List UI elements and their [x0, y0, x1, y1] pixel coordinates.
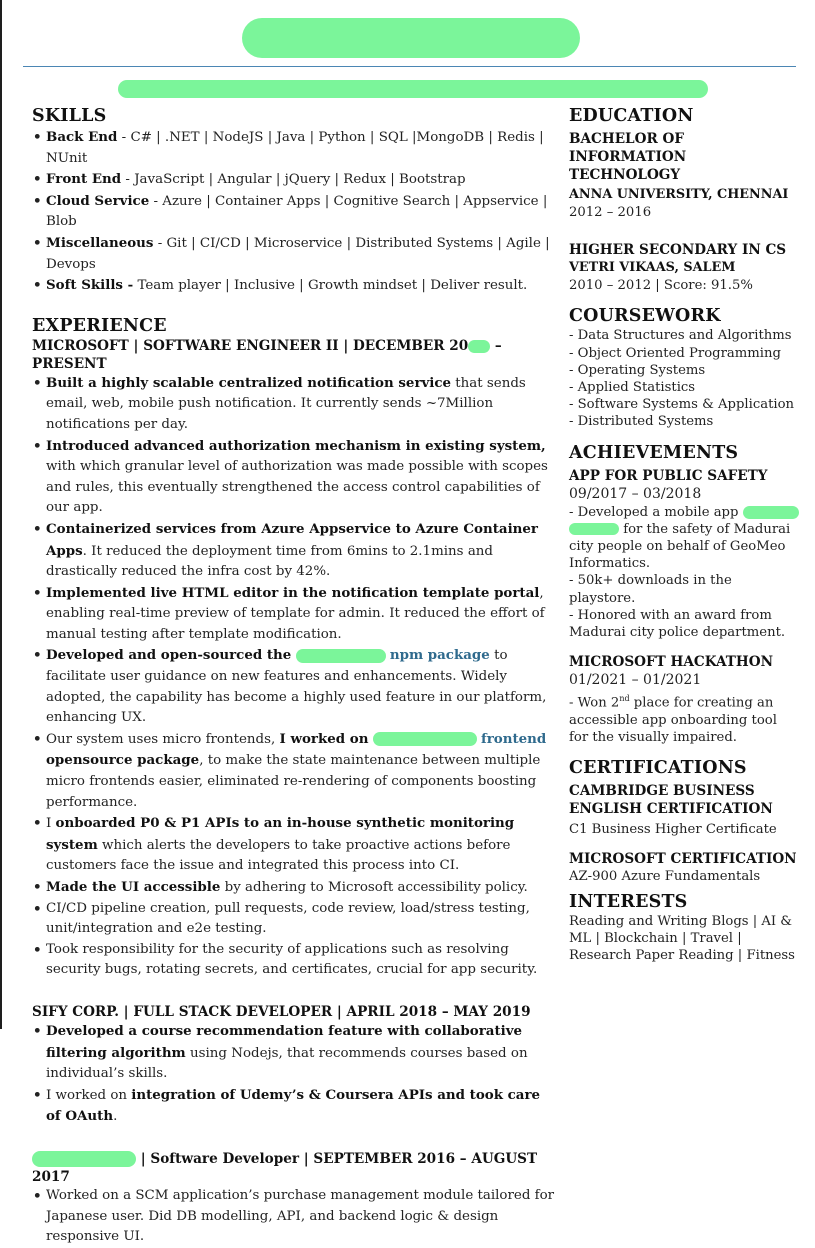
- microsoft-bullets: [32, 373, 559, 981]
- achievement-title: MICROSOFT HACKATHON: [569, 654, 774, 671]
- course-item: - Applied Statistics: [569, 380, 696, 396]
- job-title-sify: SIFY CORP. | FULL STACK DEVELOPER | APRIL 2018 – MAY 2019: [32, 1003, 531, 1020]
- skills-heading: SKILLS: [32, 106, 107, 126]
- certification-detail: C1 Business Higher Certificate: [569, 822, 777, 838]
- bullet: • Containerized services from Azure Appservice to Azure Container Apps. It reduced the deployment time from 6mins to 2.1mins and drastically reduced the infra cost by 42%.: [32, 519, 559, 583]
- frontend-link[interactable]: frontend: [480, 730, 547, 747]
- skill-item: • Back End - C# | .NET | NodeJS | Java | Python | SQL |MongoDB | Redis | NUnit: [32, 127, 559, 169]
- bullet: • Worked on a SCM application’s purchase management module tailored for Japanese user. Did DB modelling, API, and backend logic & design responsive UI.: [32, 1186, 559, 1248]
- course-item: - Data Structures and Algorithms: [569, 328, 792, 344]
- contact-redaction: [118, 80, 708, 98]
- course-item: - Software Systems & Application: [569, 397, 795, 413]
- left-column: [32, 106, 559, 1248]
- bullet: • Introduced advanced authorization mechanism in existing system, with which granular level of authorization was made possible with scopes and rules, this eventually strengthened the access control capabilities of our app.: [32, 436, 559, 519]
- bullet: • CI/CD pipeline creation, pull requests, code review, load/stress testing, unit/integration and e2e testing.: [32, 899, 559, 940]
- education-heading: EDUCATION: [569, 106, 694, 126]
- bullet: • I onboarded P0 & P1 APIs to an in-house synthetic monitoring system which alerts the developers to take proactive actions before customers face the issue and integrated this process into CI.: [32, 813, 559, 877]
- course-item: - Object Oriented Programming: [569, 345, 781, 361]
- certifications-heading: CERTIFICATIONS: [569, 758, 747, 779]
- course-item: - Distributed Systems: [569, 414, 714, 430]
- bullet: • Developed a course recommendation feature with collaborative filtering algorithm using Nodejs, that recommends courses based on individual’s skills.: [32, 1021, 559, 1085]
- achievement-title: APP FOR PUBLIC SAFETY: [569, 467, 768, 484]
- education-years: 2010 – 2012 | Score: 91.5%: [569, 278, 753, 294]
- achievement-detail: - Won 2nd place for creating an accessible app onboarding tool for the visually impaired.: [569, 694, 777, 746]
- course-item: - Operating Systems: [569, 362, 706, 378]
- coursework-heading: COURSEWORK: [569, 306, 721, 327]
- job-title-third: | Software Developer | SEPTEMBER 2016 – AUGUST 2017: [32, 1150, 538, 1185]
- job-title-microsoft: MICROSOFT | SOFTWARE ENGINEER II | DECEMBER 20 – PRESENT: [32, 337, 502, 372]
- skill-item: • Cloud Service - Azure | Container Apps | Cognitive Search | Appservice | Blob: [32, 191, 559, 233]
- degree-title: HIGHER SECONDARY IN CS: [569, 242, 787, 259]
- bullet: • Our system uses micro frontends, I worked on frontend opensource package, to make the state maintenance between multiple micro frontends easier, eliminated re-rendering of components boosting performance.: [32, 729, 559, 813]
- achievement-dates: 01/2021 – 01/2021: [569, 672, 702, 689]
- achievement-detail: - 50k+ downloads in the playstore.: [569, 573, 732, 606]
- skill-item: • Front End - JavaScript | Angular | jQuery | Redux | Bootstrap: [32, 169, 559, 191]
- interests-heading: INTERESTS: [569, 891, 688, 912]
- bullet: • I worked on integration of Udemy’s & Coursera APIs and took care of OAuth.: [32, 1085, 559, 1128]
- achievements-heading: ACHIEVEMENTS: [569, 442, 739, 463]
- school-name: VETRI VIKAAS, SALEM: [569, 260, 736, 276]
- achievement-dates: 09/2017 – 03/2018: [569, 485, 702, 502]
- certification-detail: AZ-900 Azure Fundamentals: [569, 869, 761, 885]
- interests-text: Reading and Writing Blogs | AI & ML | Blockchain | Travel | Research Paper Reading | Fitness: [569, 913, 795, 964]
- bullet: • Developed and open-sourced the npm package to facilitate user guidance on new features and enhancements. Widely adopted, the capability has become a highly used feature in our platform, enhancing UX.: [32, 645, 559, 728]
- skill-item: • Soft Skills - Team player | Inclusive | Growth mindset | Deliver result.: [32, 275, 559, 297]
- skills-list: [32, 127, 559, 297]
- name-redaction: [242, 18, 580, 58]
- npm-package-link[interactable]: npm package: [389, 647, 490, 664]
- sify-bullets: [32, 1021, 559, 1128]
- header-rule: [23, 66, 796, 67]
- certification-title: CAMBRIDGE BUSINESS ENGLISH CERTIFICATION: [569, 783, 773, 818]
- experience-heading: EXPERIENCE: [32, 315, 167, 336]
- achievement-detail: for the safety of Madurai city people on behalf of GeoMeo Informatics.: [569, 521, 791, 572]
- education-years: 2012 – 2016: [569, 205, 652, 220]
- degree-title: BACHELOR OF INFORMATION TECHNOLOGY: [569, 131, 687, 183]
- bullet: • Took responsibility for the security of applications such as resolving security bugs, rotating secrets, and certificates, crucial for app security.: [32, 940, 559, 981]
- certification-title: MICROSOFT CERTIFICATION: [569, 851, 797, 868]
- bullet: • Made the UI accessible by adhering to Microsoft accessibility policy.: [32, 877, 559, 899]
- skill-item: • Miscellaneous - Git | CI/CD | Microservice | Distributed Systems | Agile | Devops: [32, 233, 559, 275]
- bullet: • Built a highly scalable centralized notification service that sends email, web, mobile push notification. It currently sends ~7Million notifications per day.: [32, 373, 559, 436]
- bullet: • Implemented live HTML editor in the notification template portal, enabling real-time preview of template for admin. It reduced the effort of manual testing after template modification.: [32, 583, 559, 646]
- page-left-border: [0, 0, 2, 1029]
- achievement-detail: - Developed a mobile app: [569, 504, 799, 521]
- right-column: [569, 106, 799, 964]
- school-name: ANNA UNIVERSITY, CHENNAI: [569, 187, 789, 202]
- third-job-bullets: [32, 1186, 559, 1248]
- achievement-detail: - Honored with an award from Madurai city police department.: [569, 607, 786, 641]
